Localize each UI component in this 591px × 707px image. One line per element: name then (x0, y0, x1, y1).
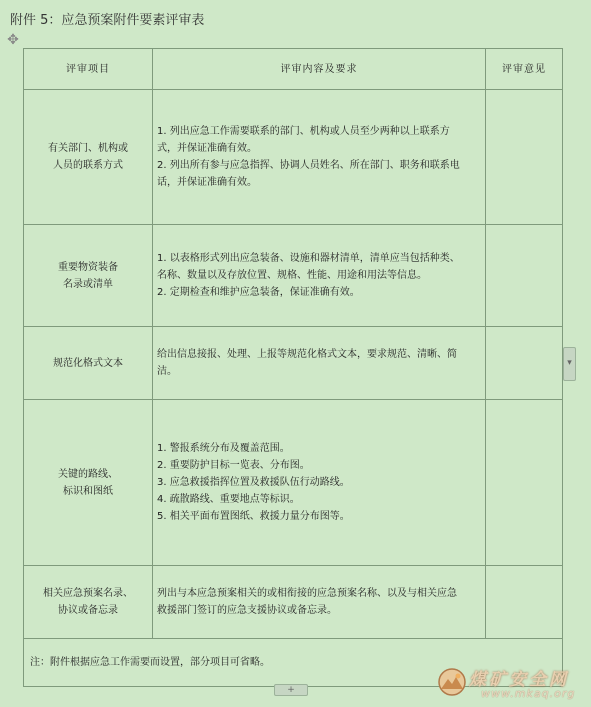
review-item (24, 327, 153, 400)
review-content-line: 给出信息接报、处理、上报等规范化格式文本，要求规范、清晰、简 (157, 349, 457, 360)
review-content-line: 洁。 (157, 366, 177, 377)
review-item-line: 关键的路线、 (58, 468, 118, 480)
header-opinion: 评审意见 (486, 49, 563, 90)
watermark-text: 煤矿安全网 (469, 670, 569, 690)
review-content-line: 2. 定期检查和维护应急装备，保证准确有效。 (157, 287, 360, 298)
review-content (153, 90, 486, 225)
page-title: 附件 5：应急预案附件要素评审表 (10, 13, 205, 28)
watermark (437, 663, 587, 703)
review-content-line: 话，并保证准确有效。 (157, 177, 257, 188)
review-item (24, 225, 153, 327)
review-content (153, 400, 486, 566)
table-row (24, 566, 563, 639)
review-opinion-cell[interactable] (486, 566, 563, 639)
review-content-line: 救援部门签订的应急支援协议或备忘录。 (157, 605, 337, 616)
review-item-line: 相关应急预案名录、 (43, 588, 133, 599)
review-content-line: 列出与本应急预案相关的或相衔接的应急预案名称、以及与相关应急 (157, 588, 457, 599)
review-content (153, 566, 486, 639)
review-content-line: 5. 相关平面布置图纸、救援力量分布图等。 (157, 511, 350, 522)
review-content-line: 1. 列出应急工作需要联系的部门、机构或人员至少两种以上联系方 (157, 126, 450, 137)
review-content-line: 2. 列出所有参与应急指挥、协调人员姓名、所在部门、职务和联系电 (157, 160, 460, 171)
review-content (153, 327, 486, 400)
header-item: 评审项目 (24, 49, 153, 90)
review-content-line: 1. 警报系统分布及覆盖范围。 (157, 443, 290, 454)
review-content-line: 式，并保证准确有效。 (157, 143, 257, 154)
review-item-line: 标识和图纸 (63, 485, 113, 497)
review-item-line: 名录或清单 (63, 278, 113, 290)
mountain-logo-icon (437, 667, 467, 697)
review-content (153, 225, 486, 327)
table-row (24, 400, 563, 566)
review-content-line: 名称、数量以及存放位置、规格、性能、用途和用法等信息。 (157, 270, 427, 281)
review-item-line: 协议或备忘录 (58, 605, 118, 616)
review-content-line: 3. 应急救援指挥位置及救援队伍行动路线。 (157, 477, 350, 488)
review-item-line: 规范化格式文本 (53, 357, 123, 369)
review-opinion-cell[interactable] (486, 225, 563, 327)
review-opinion-cell[interactable] (486, 90, 563, 225)
review-item-line: 人员的联系方式 (53, 160, 123, 171)
watermark-url: www.mkaq.org (481, 687, 576, 700)
table-row (24, 225, 563, 327)
review-opinion-cell[interactable] (486, 400, 563, 566)
review-item (24, 90, 153, 225)
table-row (24, 90, 563, 225)
review-table (23, 48, 563, 687)
review-item-line: 有关部门、机构或 (48, 143, 128, 154)
review-content-line: 2. 重要防护目标一览表、分布图。 (157, 460, 310, 471)
review-item-line: 重要物资装备 (58, 261, 118, 273)
table-row (24, 327, 563, 400)
table-header-row (24, 49, 563, 90)
header-content: 评审内容及要求 (153, 49, 486, 90)
review-item (24, 566, 153, 639)
plus-icon[interactable]: + (274, 684, 308, 696)
move-cross-icon[interactable]: ✥ (7, 32, 19, 48)
chevron-down-icon[interactable]: ▾ (563, 347, 576, 381)
review-item (24, 400, 153, 566)
review-content-line: 1. 以表格形式列出应急装备、设施和器材清单，清单应当包括种类、 (157, 253, 460, 264)
review-opinion-cell[interactable] (486, 327, 563, 400)
review-content-line: 4. 疏散路线、重要地点等标识。 (157, 494, 300, 505)
table-note: 注：附件根据应急工作需要而设置，部分项目可省略。 (24, 639, 563, 687)
